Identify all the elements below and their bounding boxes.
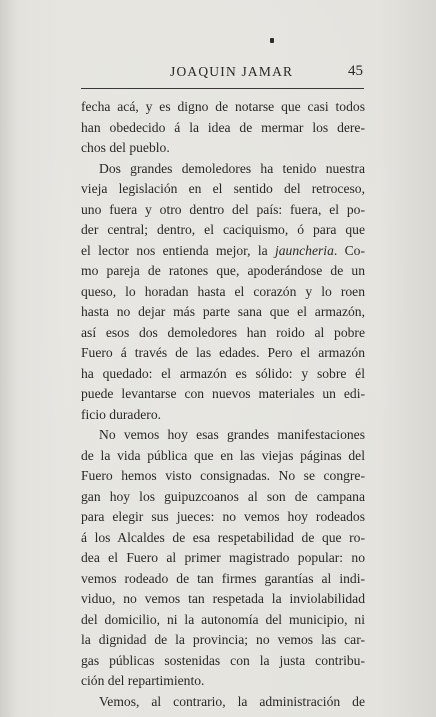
text-line: Fuero hemos visto consignadas. No se congre-	[81, 468, 365, 483]
page-number: 45	[348, 63, 363, 79]
text-line: No vemos hoy esas grandes manifestaciones	[99, 427, 365, 442]
running-head	[80, 64, 363, 86]
text-line: para elegir sus jueces: no vemos hoy rodeados	[81, 509, 365, 524]
text-line: chos del pueblo.	[81, 140, 170, 155]
text-line: gas públicas sostenidas con la justa contribu-	[81, 652, 365, 668]
text-line: vemos rodeado de tan firmes garantías al indi-	[81, 570, 365, 586]
body-text	[81, 97, 365, 712]
text-line: mo pareja de ratones que, apoderándose de un	[81, 263, 365, 278]
text-line: así esos dos demoledores han roido al pobre	[81, 324, 365, 340]
header-rule	[81, 88, 364, 89]
text-line: hasta no dejar más parte sana que el armazón,	[81, 304, 365, 319]
text-line: puede levantarse con nuevos materiales un edi-	[81, 386, 365, 401]
text-line: ha quedado: el armazón es sólido: y sobre él	[81, 365, 365, 381]
text-line: la dignidad de la provincia; no vemos las car-	[81, 632, 365, 647]
text-line: vieja legislación en el sentido del retroceso,	[81, 181, 365, 196]
italic-term: jauncheria	[274, 242, 334, 258]
text-line: viduo, no vemos tan respetada la inviolabilidad	[81, 591, 365, 606]
text-line: ción del repartimiento.	[81, 673, 205, 688]
text-line	[81, 241, 365, 262]
text-line: fecha acá, y es digno de notarse que casi todos	[81, 99, 365, 114]
text-line: del domicilio, ni la autonomía del municipio, ni	[81, 611, 365, 627]
text-fragment: el lector nos entienda mejor, la	[81, 242, 275, 258]
text-line: han obedecido á la idea de mermar los dere-	[81, 119, 365, 135]
text-line: uno fuera y otro dentro del país: fuera, el po-	[81, 201, 365, 217]
text-line: queso, lo horadan hasta el corazón y lo roen	[81, 283, 365, 299]
text-line: á los Alcaldes de esa respetabilidad de que ro-	[81, 529, 365, 545]
text-line: gan hoy los guipuzcoanos al son de campana	[81, 488, 365, 504]
text-line: de la vida pública que en las viejas páginas del	[81, 447, 365, 463]
text-line: Fuero á través de las edades. Pero el armazón	[81, 345, 365, 360]
text-line: Dos grandes demoledores ha tenido nuestra	[99, 160, 365, 176]
text-line: dea el Fuero al primer magistrado popular: no	[81, 550, 365, 565]
text-line: der central; dentro, el caciquismo, ó para que	[81, 222, 365, 237]
text-line: Vemos, al contrario, la administración de	[99, 693, 365, 709]
text-fragment: . Co-	[333, 242, 365, 258]
running-head-title: JOAQUIN JAMAR	[170, 64, 294, 79]
text-line: ficio duradero.	[81, 406, 162, 422]
printer-mark	[270, 38, 274, 43]
